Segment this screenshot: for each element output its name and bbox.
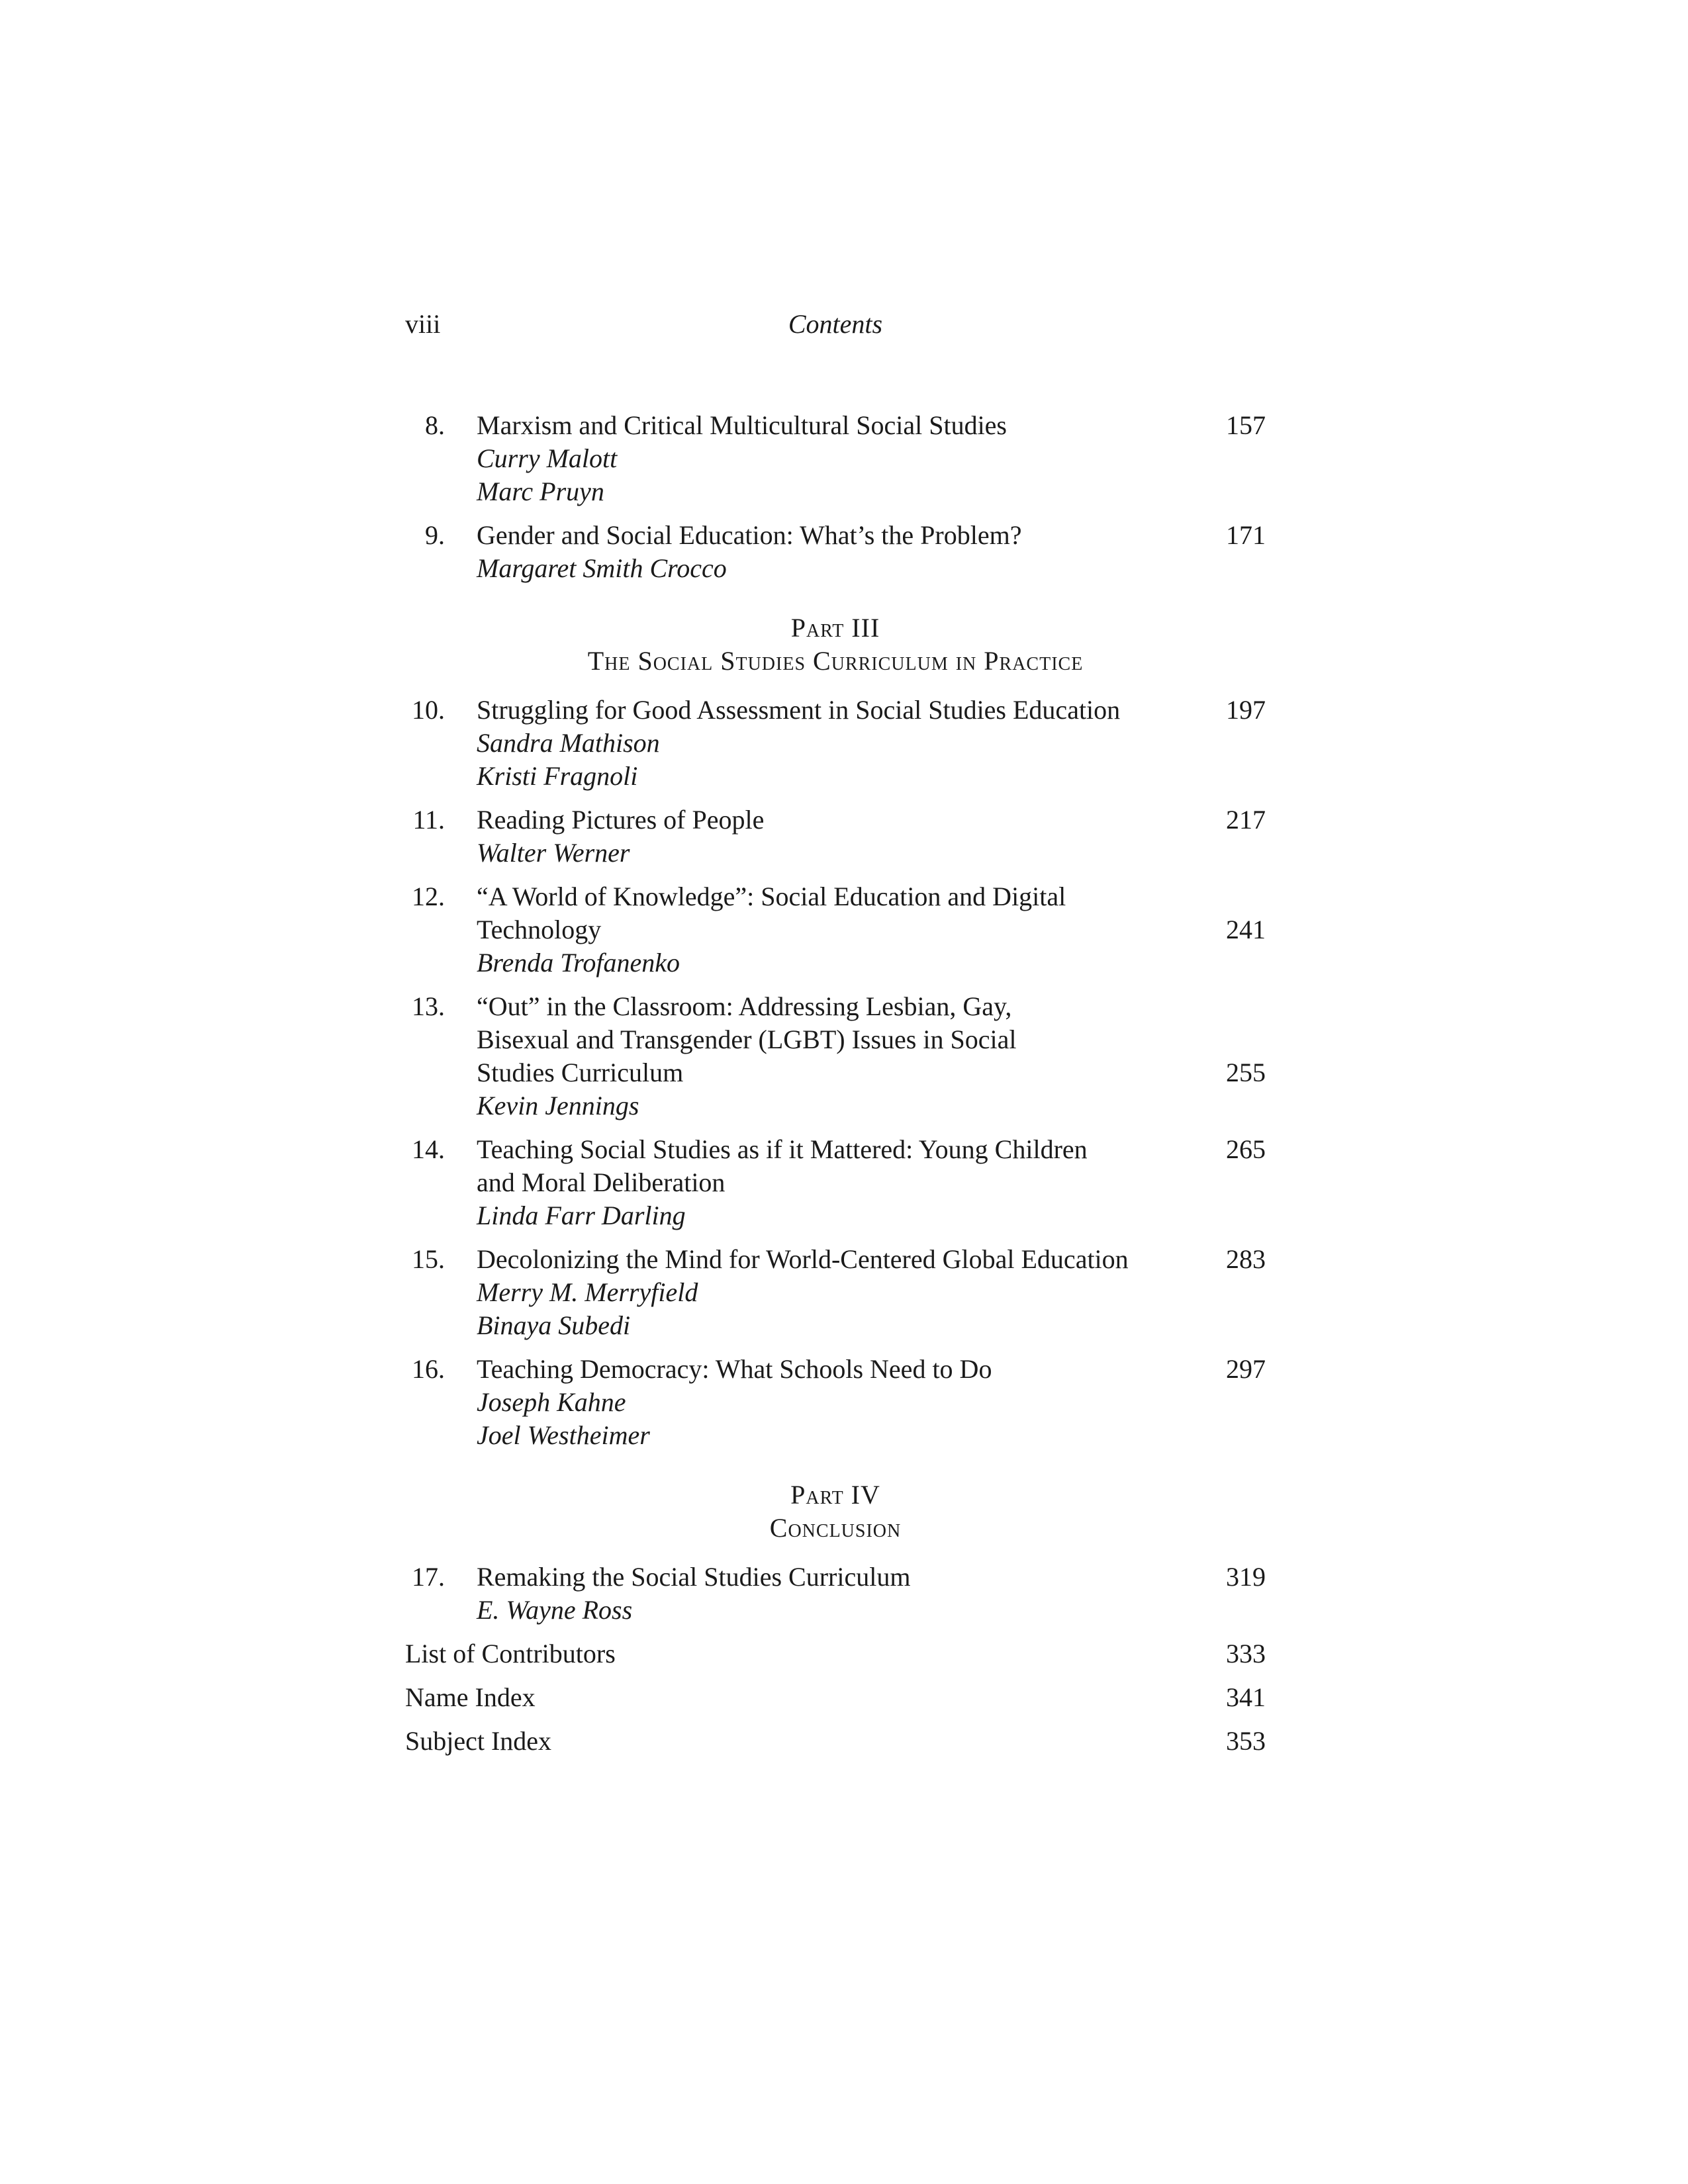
back-matter-entry[interactable] (405, 1725, 1266, 1758)
chapter-number: 16. (412, 1354, 445, 1384)
toc-entry[interactable] (405, 409, 1266, 508)
toc-entry[interactable] (405, 694, 1266, 793)
chapter-number: 10. (412, 695, 445, 725)
page-number: 283 (1226, 1244, 1266, 1274)
chapter-author: Sandra Mathison (477, 728, 660, 758)
toc-entry[interactable] (405, 803, 1266, 870)
page-number: 265 (1226, 1134, 1266, 1164)
toc-entry[interactable] (405, 990, 1266, 1122)
chapter-number: 9. (425, 520, 445, 550)
chapter-author: Linda Farr Darling (477, 1201, 686, 1230)
chapter-title: Remaking the Social Studies Curriculum (477, 1562, 911, 1592)
part-name: Conclusion (769, 1513, 902, 1543)
toc-entry[interactable] (405, 1133, 1266, 1232)
chapter-title: Teaching Social Studies as if it Mattered: Young Children (477, 1134, 1088, 1164)
page-number: 333 (1226, 1639, 1266, 1668)
chapter-number: 12. (412, 882, 445, 911)
chapter-number: 11. (412, 805, 445, 835)
chapter-author: Merry M. Merryfield (477, 1277, 698, 1307)
part-label: Part III (790, 613, 880, 643)
running-head (405, 308, 1266, 348)
chapter-title: Gender and Social Education: What’s the Problem? (477, 520, 1022, 550)
page-folio: viii (405, 309, 441, 339)
part-label: Part IV (790, 1480, 880, 1510)
chapter-number: 15. (412, 1244, 445, 1274)
chapter-number: 14. (412, 1134, 445, 1164)
back-matter-entry[interactable] (405, 1681, 1266, 1714)
page-number: 353 (1226, 1726, 1266, 1756)
back-matter-entry[interactable] (405, 1637, 1266, 1670)
chapter-author: Margaret Smith Crocco (477, 553, 727, 583)
back-matter-title: List of Contributors (405, 1639, 616, 1668)
running-title: Contents (788, 309, 883, 339)
back-matter-title: Name Index (405, 1682, 536, 1712)
part-name: The Social Studies Curriculum in Practice (587, 646, 1084, 676)
chapter-author: Joseph Kahne (477, 1387, 626, 1417)
chapter-author: Marc Pruyn (477, 477, 604, 506)
chapter-title-continued: Bisexual and Transgender (LGBT) Issues in Social (477, 1024, 1017, 1054)
chapter-title: “A World of Knowledge”: Social Education and Digital (477, 882, 1066, 911)
page-number: 171 (1226, 520, 1266, 550)
toc-entry[interactable] (405, 1243, 1266, 1342)
toc-entry[interactable] (405, 1561, 1266, 1627)
toc-entry[interactable] (405, 519, 1266, 585)
page-number: 241 (1226, 915, 1266, 944)
part-heading (405, 612, 1266, 678)
page-number: 341 (1226, 1682, 1266, 1712)
chapter-number: 17. (412, 1562, 445, 1592)
chapter-author: Joel Westheimer (477, 1420, 650, 1450)
page-number: 319 (1226, 1562, 1266, 1592)
chapter-title: “Out” in the Classroom: Addressing Lesbian, Gay, (477, 991, 1012, 1021)
chapter-author: Curry Malott (477, 443, 618, 473)
chapter-author: Binaya Subedi (477, 1310, 631, 1340)
chapter-author: E. Wayne Ross (477, 1595, 633, 1625)
table-of-contents (405, 409, 1266, 1768)
toc-entry[interactable] (405, 880, 1266, 979)
chapter-number: 8. (425, 410, 445, 440)
toc-entry[interactable] (405, 1353, 1266, 1452)
chapter-title: Struggling for Good Assessment in Social Studies Education (477, 695, 1121, 725)
page-number: 157 (1226, 410, 1266, 440)
chapter-author: Walter Werner (477, 838, 630, 868)
chapter-author: Kevin Jennings (477, 1091, 639, 1120)
chapter-number: 13. (412, 991, 445, 1021)
chapter-title-continued: Technology (477, 915, 602, 944)
chapter-author: Brenda Trofanenko (477, 948, 680, 978)
chapter-title: Marxism and Critical Multicultural Social Studies (477, 410, 1007, 440)
page-number: 297 (1226, 1354, 1266, 1384)
chapter-title: Decolonizing the Mind for World-Centered Global Education (477, 1244, 1129, 1274)
chapter-title: Reading Pictures of People (477, 805, 765, 835)
chapter-title-continued: and Moral Deliberation (477, 1167, 726, 1197)
page-number: 197 (1226, 695, 1266, 725)
chapter-title-continued: Studies Curriculum (477, 1058, 684, 1087)
chapter-author: Kristi Fragnoli (477, 761, 638, 791)
part-heading (405, 1479, 1266, 1545)
chapter-title: Teaching Democracy: What Schools Need to Do (477, 1354, 992, 1384)
page-number: 255 (1226, 1058, 1266, 1087)
back-matter-title: Subject Index (405, 1726, 552, 1756)
page-number: 217 (1226, 805, 1266, 835)
